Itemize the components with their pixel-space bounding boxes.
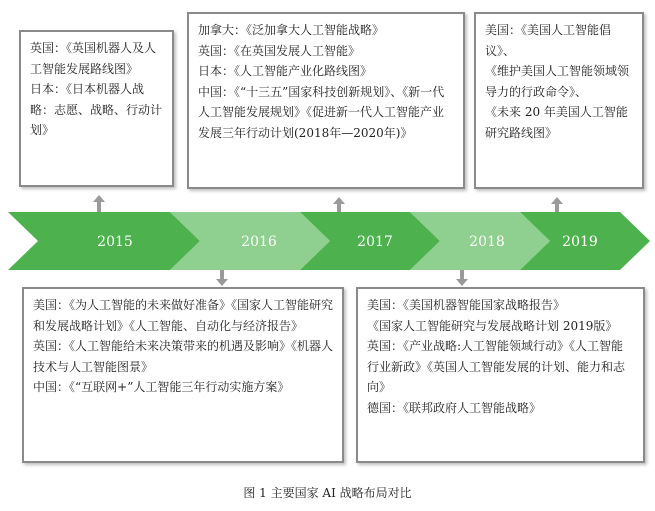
- figure-caption: 图 1 主要国家 AI 战略布局对比: [243, 486, 412, 500]
- box-2018-line: 美国：《美国机器智能国家战略报告》: [367, 298, 566, 312]
- box-2016-line: 中国：《“互联网+”人工智能三年行动实施方案》: [33, 380, 290, 394]
- arrow-up-2019: [551, 197, 563, 212]
- arrow-up-2015: [93, 195, 105, 212]
- box-2017-policies: [187, 12, 465, 189]
- box-2019-policies: [474, 12, 644, 189]
- box-2018-line: 《国家人工智能研究与发展战略计划 2019版》: [367, 318, 618, 333]
- box-2018-policies: [356, 287, 645, 463]
- arrow-up-2017: [333, 197, 345, 212]
- box-2018-line: 英国：《产业战略:人工智能领域行动》《人工智能行业新政》《英国人工智能发展的计划、能力和志向》: [367, 339, 626, 394]
- box-2016-policies: [22, 287, 344, 463]
- box-2016-line: 美国：《为人工智能的未来做好准备》《国家人工智能研究和发展战略计划》《人工智能、自动化与经济报告》: [33, 298, 334, 333]
- box-2017-line: 加拿大：《泛加拿大人工智能战略》: [198, 23, 385, 37]
- year-label: 2015: [97, 234, 133, 250]
- box-2018-line: 德国：《联邦政府人工智能战略》: [367, 400, 542, 415]
- box-2015-policies: [19, 30, 174, 187]
- box-2017-line: 英国：《在英国发展人工智能》: [198, 43, 361, 58]
- box-2015-line: 英国：《英国机器人及人工智能发展路线图》: [30, 41, 157, 76]
- arrow-down-2018: [456, 270, 468, 286]
- box-2017-line: 日本：《人工智能产业化路线图》: [198, 64, 373, 78]
- box-2016-line: 英国：《人工智能给未来决策带来的机遇及影响》《机器人技术与人工智能图景》: [33, 339, 334, 374]
- year-label: 2019: [562, 234, 598, 250]
- box-2019-line: 美国：《美国人工智能倡议》、: [485, 23, 612, 58]
- arrow-down-2016: [216, 270, 228, 286]
- box-2019-line: 《未来 20 年美国人工智能研究路线图》: [485, 105, 628, 140]
- box-2019-line: 《维护美国人工智能领域领导力的行政命令》、: [485, 64, 630, 99]
- year-label: 2017: [357, 234, 393, 250]
- box-2015-line: 日本：《日本机器人战略：志愿、战略、行动计划》: [30, 82, 163, 137]
- box-2017-line: 中国：《“十三五”国家科技创新规划》、《新一代人工智能发展规划》《促进新一代人工智能产业发展三年行动计划(2018年—2020年)》: [198, 84, 445, 140]
- year-label: 2018: [469, 234, 505, 250]
- year-label: 2016: [241, 234, 277, 250]
